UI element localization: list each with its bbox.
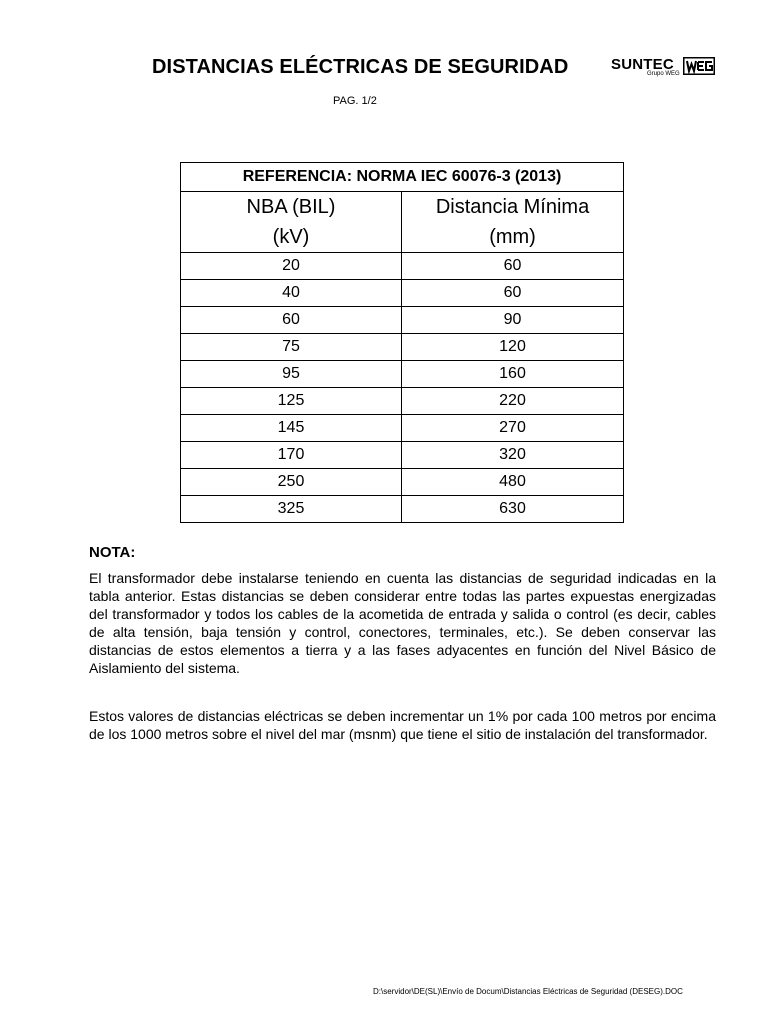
bil-cell: 20 bbox=[181, 253, 402, 280]
column-header-distance-unit: (mm) bbox=[489, 226, 536, 248]
table-row bbox=[181, 334, 624, 361]
company-logo bbox=[611, 56, 715, 84]
page-number: PAG. 1/2 bbox=[333, 95, 377, 107]
table-row bbox=[181, 253, 624, 280]
table-row bbox=[181, 469, 624, 496]
reference-table bbox=[180, 162, 624, 523]
distance-cell: 60 bbox=[402, 253, 624, 280]
bil-cell: 325 bbox=[181, 496, 402, 523]
note-label: NOTA: bbox=[89, 544, 136, 561]
note-paragraph: El transformador debe instalarse teniendo en cuenta las distancias de seguridad indicadas en la tabla anterior. Estas distancias se deben considerar entre todas las partes expuestas energizadas del transformador y todos los cables de la acometida de entrada y salida o control (es decir, cables de alta tensión, baja tensión y control, conectores, terminales, etc.). Se deben conservar las distancias de estos elementos a tierra y a las fases adyacentes en función del Nivel Básico de Aislamiento del sistema. bbox=[89, 570, 716, 676]
footer-file-path: D:\servidor\DE(SL)\Envío de Docum\Distancias Eléctricas de Seguridad (DESEG).DOC bbox=[373, 987, 683, 996]
column-header-bil-name: NBA (BIL) bbox=[246, 196, 336, 218]
bil-cell: 170 bbox=[181, 442, 402, 469]
table-row bbox=[181, 496, 624, 523]
table-row bbox=[181, 442, 624, 469]
bil-cell: 145 bbox=[181, 415, 402, 442]
column-header-bil bbox=[181, 192, 402, 253]
note-paragraph-altitude: Estos valores de distancias eléctricas se deben incrementar un 1% por cada 100 metros por encima de los 1000 metros sobre el nivel del mar (msnm) que tiene el sitio de instalación del transformador. bbox=[89, 708, 716, 742]
table-caption: REFERENCIA: NORMA IEC 60076-3 (2013) bbox=[181, 163, 624, 192]
distance-cell: 90 bbox=[402, 307, 624, 334]
distance-cell: 270 bbox=[402, 415, 624, 442]
column-header-distance bbox=[402, 192, 624, 253]
bil-cell: 75 bbox=[181, 334, 402, 361]
bil-cell: 250 bbox=[181, 469, 402, 496]
distance-cell: 120 bbox=[402, 334, 624, 361]
distance-cell: 630 bbox=[402, 496, 624, 523]
bil-cell: 40 bbox=[181, 280, 402, 307]
table-row bbox=[181, 280, 624, 307]
bil-cell: 95 bbox=[181, 361, 402, 388]
distance-cell: 220 bbox=[402, 388, 624, 415]
table-row bbox=[181, 361, 624, 388]
table-row bbox=[181, 415, 624, 442]
logo-subtitle: Grupo WEG bbox=[647, 71, 680, 77]
weg-logo-icon bbox=[683, 57, 715, 75]
distance-cell: 480 bbox=[402, 469, 624, 496]
column-header-bil-unit: (kV) bbox=[272, 226, 310, 248]
table-row bbox=[181, 388, 624, 415]
table-row bbox=[181, 307, 624, 334]
distance-cell: 60 bbox=[402, 280, 624, 307]
distance-cell: 160 bbox=[402, 361, 624, 388]
logo-brand-text: SUNTEC bbox=[611, 56, 674, 73]
bil-cell: 125 bbox=[181, 388, 402, 415]
document-title: DISTANCIAS ELÉCTRICAS DE SEGURIDAD bbox=[152, 56, 569, 78]
distance-cell: 320 bbox=[402, 442, 624, 469]
column-header-distance-name: Distancia Mínima bbox=[435, 196, 590, 218]
bil-cell: 60 bbox=[181, 307, 402, 334]
